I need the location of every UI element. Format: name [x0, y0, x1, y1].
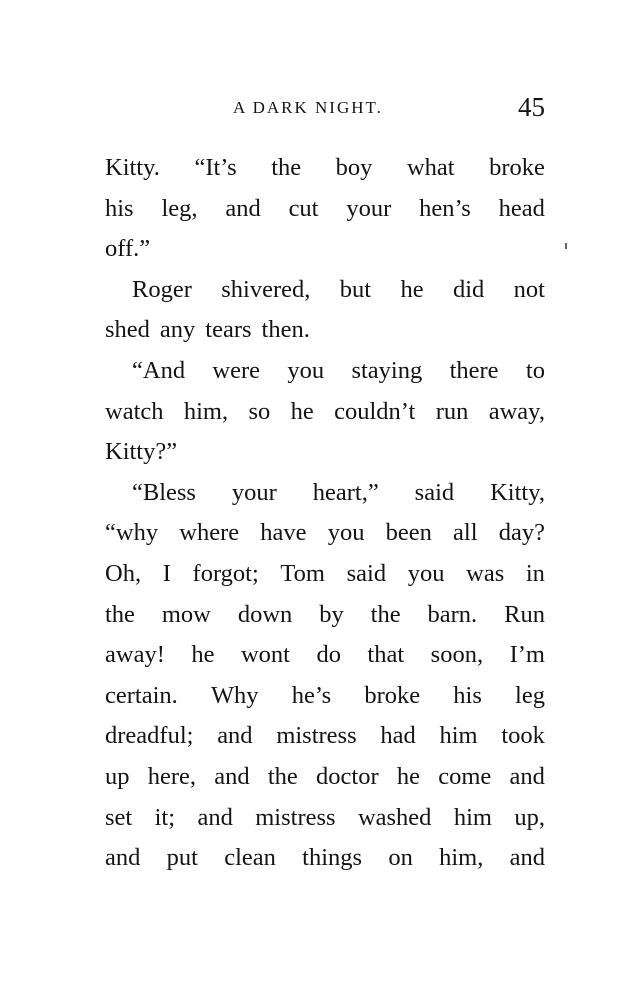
word: watch [105, 397, 164, 425]
text-line [105, 554, 545, 595]
word: Oh, [105, 559, 142, 587]
word: by [319, 600, 344, 628]
text-line [105, 513, 545, 554]
word: here, [147, 762, 197, 790]
word: the [370, 600, 401, 628]
word: shed [105, 316, 150, 344]
word: there [449, 356, 499, 384]
text-line [105, 189, 545, 230]
word: forgot; [192, 559, 259, 587]
text-line [105, 148, 545, 189]
word: washed [357, 803, 432, 831]
word: “And [132, 356, 186, 384]
word: run [435, 397, 469, 425]
word: up, [514, 803, 545, 831]
word: he [396, 762, 420, 790]
word: Tom [280, 559, 325, 587]
word: all [453, 519, 478, 547]
word: “Bless [132, 478, 196, 506]
word: and [509, 762, 545, 790]
word: away! [105, 641, 165, 669]
word: where [179, 519, 240, 547]
word: and [225, 194, 261, 222]
word: away, [488, 397, 545, 425]
word: you [287, 356, 325, 384]
word: dreadful; [105, 722, 194, 750]
word: that [367, 641, 405, 669]
word: certain. [105, 681, 178, 709]
word: barn. [427, 600, 478, 628]
word: him [439, 722, 478, 750]
word: “why [105, 519, 159, 547]
word: you [407, 559, 445, 587]
word: mistress [255, 803, 336, 831]
word: Roger [132, 275, 192, 303]
word: I’m [509, 641, 545, 669]
text-line [105, 757, 545, 798]
text-line [105, 432, 545, 473]
word: the [267, 762, 298, 790]
word: so [248, 397, 271, 425]
word: Kitty. [105, 154, 160, 181]
text-line [105, 635, 545, 676]
word: Why [210, 681, 259, 709]
word: shivered, [221, 275, 311, 303]
word: him [453, 803, 492, 831]
word: broke [364, 681, 421, 709]
word: day? [498, 519, 545, 547]
word: his [105, 194, 134, 222]
text-line [105, 351, 545, 392]
text-line [105, 270, 545, 311]
word: I [162, 559, 171, 587]
word: and [105, 844, 141, 872]
word: cut [288, 194, 319, 222]
word: you [327, 519, 365, 547]
word: heart,” [312, 478, 379, 506]
word: your [231, 478, 277, 506]
word: but [339, 275, 372, 303]
word: the [271, 154, 302, 181]
text-line [105, 798, 545, 839]
text-line [105, 229, 545, 270]
word: Kitty?” [105, 438, 178, 466]
word: took [501, 722, 545, 750]
word: the [105, 600, 135, 628]
word: mistress [276, 722, 357, 750]
word: had [380, 722, 416, 750]
running-head [105, 92, 545, 132]
word: any [159, 316, 196, 344]
word: couldn’t [334, 397, 416, 425]
word: have [260, 519, 307, 547]
text-line [105, 473, 545, 514]
word: put [166, 844, 198, 872]
word: then. [261, 316, 310, 344]
word: your [346, 194, 392, 222]
word: and [197, 803, 233, 831]
word: mow [161, 600, 211, 628]
word: him, [183, 397, 229, 425]
word: off.” [105, 235, 151, 263]
word: come [438, 762, 492, 790]
word: things [302, 844, 363, 872]
word: set [105, 803, 133, 831]
page-number: 45 [518, 92, 545, 122]
word: and [214, 762, 250, 790]
word: head [498, 194, 545, 222]
word: were [212, 356, 261, 384]
word: him, [439, 844, 484, 872]
word: up [105, 762, 130, 790]
word: clean [224, 844, 276, 872]
text-line [105, 716, 545, 757]
word: leg, [161, 194, 198, 222]
word: and [509, 844, 545, 872]
word: Run [504, 600, 545, 628]
word: and [217, 722, 253, 750]
word: not [513, 275, 545, 303]
word: to [525, 356, 545, 384]
word: been [385, 519, 432, 547]
word: he’s [291, 681, 332, 709]
word: hen’s [419, 194, 471, 222]
word: “It’s [194, 154, 237, 181]
text-line [105, 595, 545, 636]
text-line [105, 310, 545, 351]
word: do [316, 641, 341, 669]
body-text [105, 148, 545, 879]
word: doctor [316, 762, 379, 790]
word: he [400, 275, 424, 303]
word: boy [335, 154, 373, 181]
word: did [452, 275, 485, 303]
text-line [105, 392, 545, 433]
running-title: A DARK NIGHT. [233, 98, 383, 117]
word: was [466, 559, 505, 587]
word: broke [489, 154, 545, 181]
word: leg [515, 681, 545, 709]
word: in [525, 559, 545, 587]
word: what [406, 154, 455, 181]
text-line [105, 838, 545, 879]
word: said [414, 478, 455, 506]
word: he [290, 397, 314, 425]
word: down [237, 600, 293, 628]
print-speck [565, 243, 567, 249]
word: soon, [430, 641, 484, 669]
word: his [453, 681, 482, 709]
word: said [346, 559, 387, 587]
word: on [388, 844, 413, 872]
word: he [191, 641, 215, 669]
word: staying [351, 356, 423, 384]
word: it; [154, 803, 176, 831]
word: tears [205, 316, 252, 344]
word: Kitty, [490, 478, 545, 506]
word: wont [240, 641, 290, 669]
text-line [105, 676, 545, 717]
